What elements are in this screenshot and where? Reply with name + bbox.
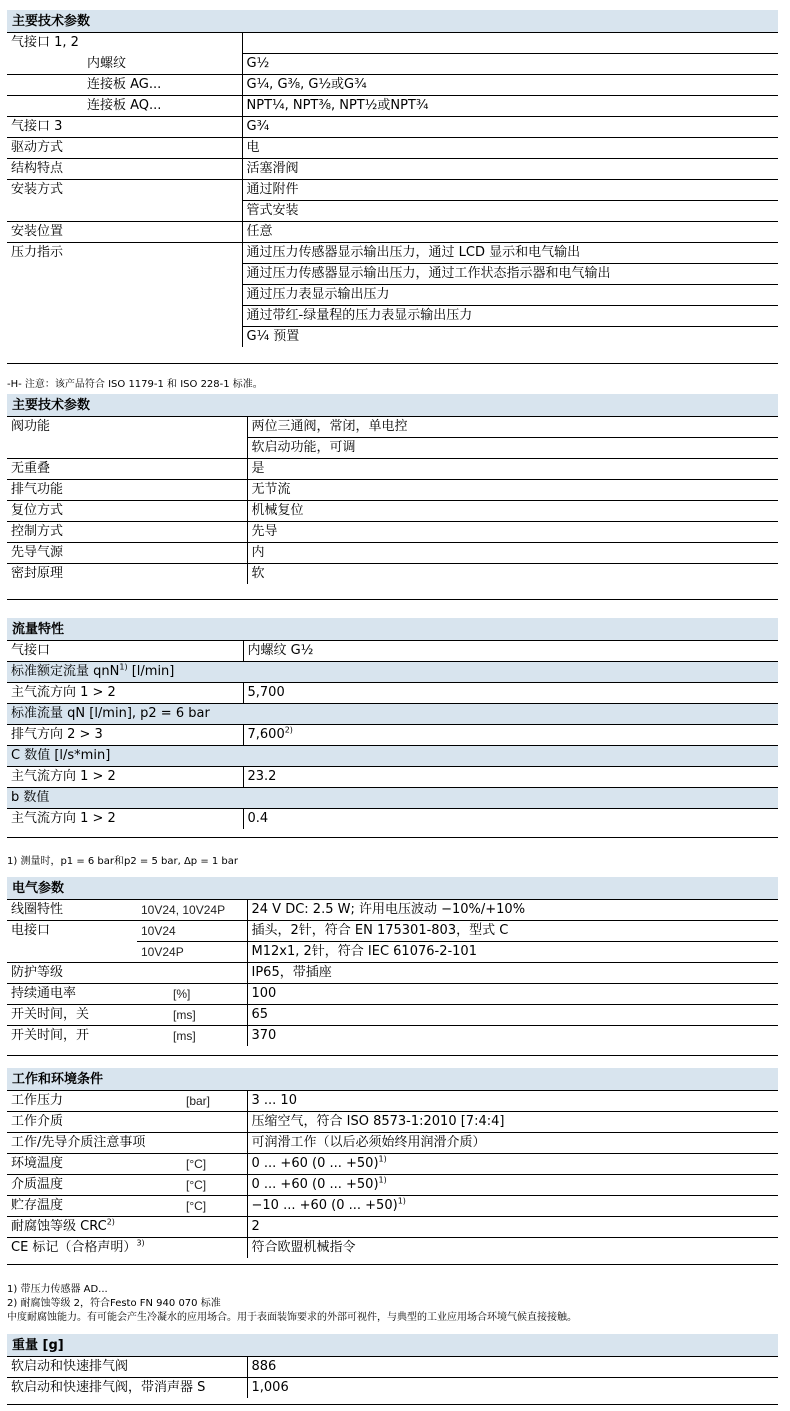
port-value: 内螺纹 G½ — [243, 641, 778, 662]
row-label — [7, 306, 242, 327]
table-row — [7, 543, 778, 564]
row-value: IP65，带插座 — [247, 963, 778, 984]
table-row — [7, 564, 778, 585]
table-row — [7, 75, 778, 96]
row-value: 插头，2针，符合 EN 175301-803，型式 C — [247, 921, 778, 942]
section-title: 工作和环境条件 — [7, 1068, 778, 1091]
row-value: 通过压力传感器显示输出压力，通过工作状态指示器和电气输出 — [242, 264, 778, 285]
row-label: 主气流方向 1 > 2 — [7, 809, 243, 830]
row-value: 370 — [247, 1026, 778, 1047]
table-row — [7, 1238, 778, 1259]
table-row — [7, 984, 778, 1005]
row-value: 1,006 — [247, 1378, 778, 1399]
row-value: 无节流 — [247, 480, 778, 501]
table-row — [7, 117, 778, 138]
row-value: 0 ... +60 (0 ... +50)$^{1)}$ — [247, 1175, 778, 1196]
row-value: 机械复位 — [247, 501, 778, 522]
iso-note: -H- 注意：该产品符合 ISO 1179-1 和 ISO 228-1 标准。 — [7, 379, 263, 390]
row-value: 先导 — [247, 522, 778, 543]
operating-conditions — [7, 1068, 778, 1265]
table-row — [7, 921, 778, 942]
row-value: 两位三通阀，常闭，单电控 — [247, 417, 778, 438]
row-type: 10V24, 10V24P — [141, 903, 226, 917]
table-row — [7, 683, 778, 704]
table-row — [7, 159, 778, 180]
table-row — [7, 1154, 778, 1175]
table-subheader — [7, 662, 778, 683]
row-label — [7, 327, 242, 348]
row-label: 无重叠 — [7, 459, 247, 480]
row-label: 介质温度 — [7, 1175, 182, 1196]
row-value: 活塞滑阀 — [242, 159, 778, 180]
row-label — [7, 264, 242, 285]
electrical-table — [7, 900, 778, 1046]
param-table — [7, 33, 778, 347]
table-row — [7, 1091, 778, 1112]
row-label: 线圈特性 — [11, 902, 64, 917]
row-value — [242, 33, 778, 54]
row-value: 通过附件 — [242, 180, 778, 201]
row-label: 阀功能 — [11, 419, 51, 434]
row-value: 可润滑工作（以后必须始终用润滑介质） — [247, 1133, 778, 1154]
row-value: 通过带红-绿量程的压力表显示输出压力 — [242, 306, 778, 327]
table-row — [7, 963, 778, 984]
table-row — [7, 222, 778, 243]
row-value: 100 — [247, 984, 778, 1005]
row-value: 任意 — [242, 222, 778, 243]
table-subheader — [7, 746, 778, 767]
table-row — [7, 33, 778, 54]
main-tech-params-2 — [7, 394, 778, 600]
row-label: 环境温度 — [7, 1154, 182, 1175]
table-row — [7, 327, 778, 348]
section-title: 重量 [g] — [7, 1334, 778, 1357]
row-value: 压缩空气，符合 ISO 8573-1:2010 [7:4:4] — [247, 1112, 778, 1133]
table-subheader — [7, 788, 778, 809]
row-label: 电接口 — [7, 921, 137, 942]
weight-section — [7, 1334, 778, 1405]
row-value: 是 — [247, 459, 778, 480]
section-title: 主要技术参数 — [7, 10, 778, 33]
table-row — [7, 480, 778, 501]
row-label: 开关时间，开 — [7, 1026, 137, 1047]
row-unit: [%] — [137, 984, 247, 1005]
table-row — [7, 1175, 778, 1196]
row-value: −10 ... +60 (0 ... +50)$^{1)}$ — [247, 1196, 778, 1217]
table-row — [7, 641, 778, 662]
table-row — [7, 942, 778, 963]
row-value: 886 — [247, 1357, 778, 1378]
row-label: 压力指示 — [7, 243, 242, 264]
row-label: 气接口 3 — [7, 117, 242, 138]
table-row — [7, 900, 778, 921]
electrical-params — [7, 877, 778, 1056]
table-row — [7, 180, 778, 201]
row-label: 主气流方向 1 > 2 — [7, 767, 243, 788]
table-row — [7, 1112, 778, 1133]
row-label: 控制方式 — [7, 522, 247, 543]
table-row — [7, 1217, 778, 1238]
row-label: 密封原理 — [7, 564, 247, 585]
row-label: 持续通电率 — [7, 984, 137, 1005]
sub-title: 标准额定流量 qnN$^{1)}$ [l/min] — [7, 662, 778, 683]
table-row — [7, 809, 778, 830]
flow-characteristics — [7, 618, 778, 838]
row-label: 结构特点 — [7, 159, 242, 180]
row-label — [7, 201, 242, 222]
row-label: 排气方向 2 > 3 — [7, 725, 243, 746]
row-label: 排气功能 — [7, 480, 247, 501]
row-unit: [ms] — [137, 1005, 247, 1026]
row-value: G¾ — [242, 117, 778, 138]
table-row — [7, 306, 778, 327]
row-label: 耐腐蚀等级 CRC$^{2)}$ — [7, 1217, 247, 1238]
row-unit: [°C] — [182, 1196, 247, 1217]
conditions-table — [7, 1091, 778, 1258]
table-row — [7, 1026, 778, 1047]
sub-title: C 数值 [l/s*min] — [7, 746, 778, 767]
table-row — [7, 285, 778, 306]
row-value: G¼ 预置 — [242, 327, 778, 348]
section-title: 流量特性 — [7, 618, 778, 641]
row-value: 0 ... +60 (0 ... +50)$^{1)}$ — [247, 1154, 778, 1175]
row-label: 先导气源 — [7, 543, 247, 564]
row-value: 软 — [247, 564, 778, 585]
table-row — [7, 264, 778, 285]
row-unit: [ms] — [137, 1026, 247, 1047]
footnote-2: 2) 耐腐蚀等级 2，符合Festo FN 940 070 标准 — [7, 1298, 221, 1309]
table-row — [7, 725, 778, 746]
row-label: 主气流方向 1 > 2 — [7, 683, 243, 704]
row-unit: [bar] — [186, 1094, 211, 1108]
table-row — [7, 522, 778, 543]
table-row — [7, 1378, 778, 1399]
row-value: 7,600$^{2)}$ — [243, 725, 778, 746]
footnote-1: 1) 带压力传感器 AD... — [7, 1284, 108, 1295]
row-label: 气接口 1, 2 — [11, 35, 79, 50]
table-row — [7, 767, 778, 788]
row-label: 安装位置 — [7, 222, 242, 243]
row-label: 安装方式 — [7, 180, 242, 201]
flow-table — [7, 641, 778, 829]
row-label: 软启动和快速排气阀 — [11, 1359, 129, 1374]
row-label — [7, 438, 247, 459]
row-value: 电 — [242, 138, 778, 159]
sub-title: 标准流量 qN [l/min], p2 = 6 bar — [7, 704, 778, 725]
table-row — [7, 1196, 778, 1217]
row-label: 工作压力 — [11, 1093, 64, 1108]
row-value: 通过压力传感器显示输出压力，通过 LCD 显示和电气输出 — [242, 243, 778, 264]
table-row — [7, 54, 778, 75]
row-label: 驱动方式 — [7, 138, 242, 159]
table-row — [7, 138, 778, 159]
sub-title: b 数值 — [7, 788, 778, 809]
row-label: 开关时间，关 — [7, 1005, 137, 1026]
row-value: 5,700 — [243, 683, 778, 704]
row-value: 24 V DC: 2.5 W; 许用电压波动 −10%/+10% — [247, 900, 778, 921]
row-value: 2 — [247, 1217, 778, 1238]
table-row — [7, 1005, 778, 1026]
row-label — [7, 285, 242, 306]
table-row — [7, 417, 778, 438]
row-label: 连接板 AQ... — [7, 96, 242, 117]
row-value: 符合欧盟机械指令 — [247, 1238, 778, 1259]
row-label: CE 标记（合格声明）$^{3)}$ — [7, 1238, 247, 1259]
table-subheader — [7, 704, 778, 725]
row-unit: [°C] — [182, 1154, 247, 1175]
row-unit — [182, 1112, 247, 1133]
row-value: G½ — [242, 54, 778, 75]
section-title: 电气参数 — [7, 877, 778, 900]
table-row — [7, 96, 778, 117]
row-value: NPT¼, NPT⅜, NPT½或NPT¾ — [242, 96, 778, 117]
row-type: 10V24 — [137, 921, 247, 942]
row-value: 3 ... 10 — [247, 1091, 778, 1112]
weight-table — [7, 1357, 778, 1398]
row-value: 0.4 — [243, 809, 778, 830]
table-row — [7, 1133, 778, 1154]
row-label: 工作/先导介质注意事项 — [7, 1133, 247, 1154]
table-row — [7, 501, 778, 522]
row-label: 防护等级 — [7, 963, 137, 984]
row-label: 内螺纹 — [87, 55, 127, 71]
row-value: 通过压力表显示输出压力 — [242, 285, 778, 306]
row-value: 软启动功能，可调 — [247, 438, 778, 459]
measure-note: 1) 测量时，p1 = 6 bar和p2 = 5 bar, Δp = 1 bar — [7, 856, 239, 867]
main-tech-params-1 — [7, 10, 778, 364]
row-label: 工作介质 — [7, 1112, 182, 1133]
table-row — [7, 438, 778, 459]
row-label: 贮存温度 — [7, 1196, 182, 1217]
row-value: M12x1, 2针，符合 IEC 61076-2-101 — [247, 942, 778, 963]
row-value: 65 — [247, 1005, 778, 1026]
row-label: 软启动和快速排气阀，带消声器 S — [7, 1378, 247, 1399]
table-row — [7, 243, 778, 264]
row-label: 连接板 AG... — [7, 75, 242, 96]
row-value: G¼, G⅜, G½或G¾ — [242, 75, 778, 96]
row-value: 23.2 — [243, 767, 778, 788]
footnotes — [7, 1283, 577, 1325]
table-row — [7, 201, 778, 222]
row-value: 管式安装 — [242, 201, 778, 222]
port-label: 气接口 — [11, 643, 51, 658]
table-row — [7, 459, 778, 480]
row-type: 10V24P — [137, 942, 247, 963]
footnote-2-detail: 中度耐腐蚀能力。有可能会产生冷凝水的应用场合。用于表面装饰要求的外部可视件，与典型的工业应用场合环境气候直接接触。 — [7, 1312, 577, 1323]
row-unit: [°C] — [182, 1175, 247, 1196]
param-table — [7, 417, 778, 584]
row-value: 内 — [247, 543, 778, 564]
table-row — [7, 1357, 778, 1378]
section-title: 主要技术参数 — [7, 394, 778, 417]
row-label: 复位方式 — [7, 501, 247, 522]
